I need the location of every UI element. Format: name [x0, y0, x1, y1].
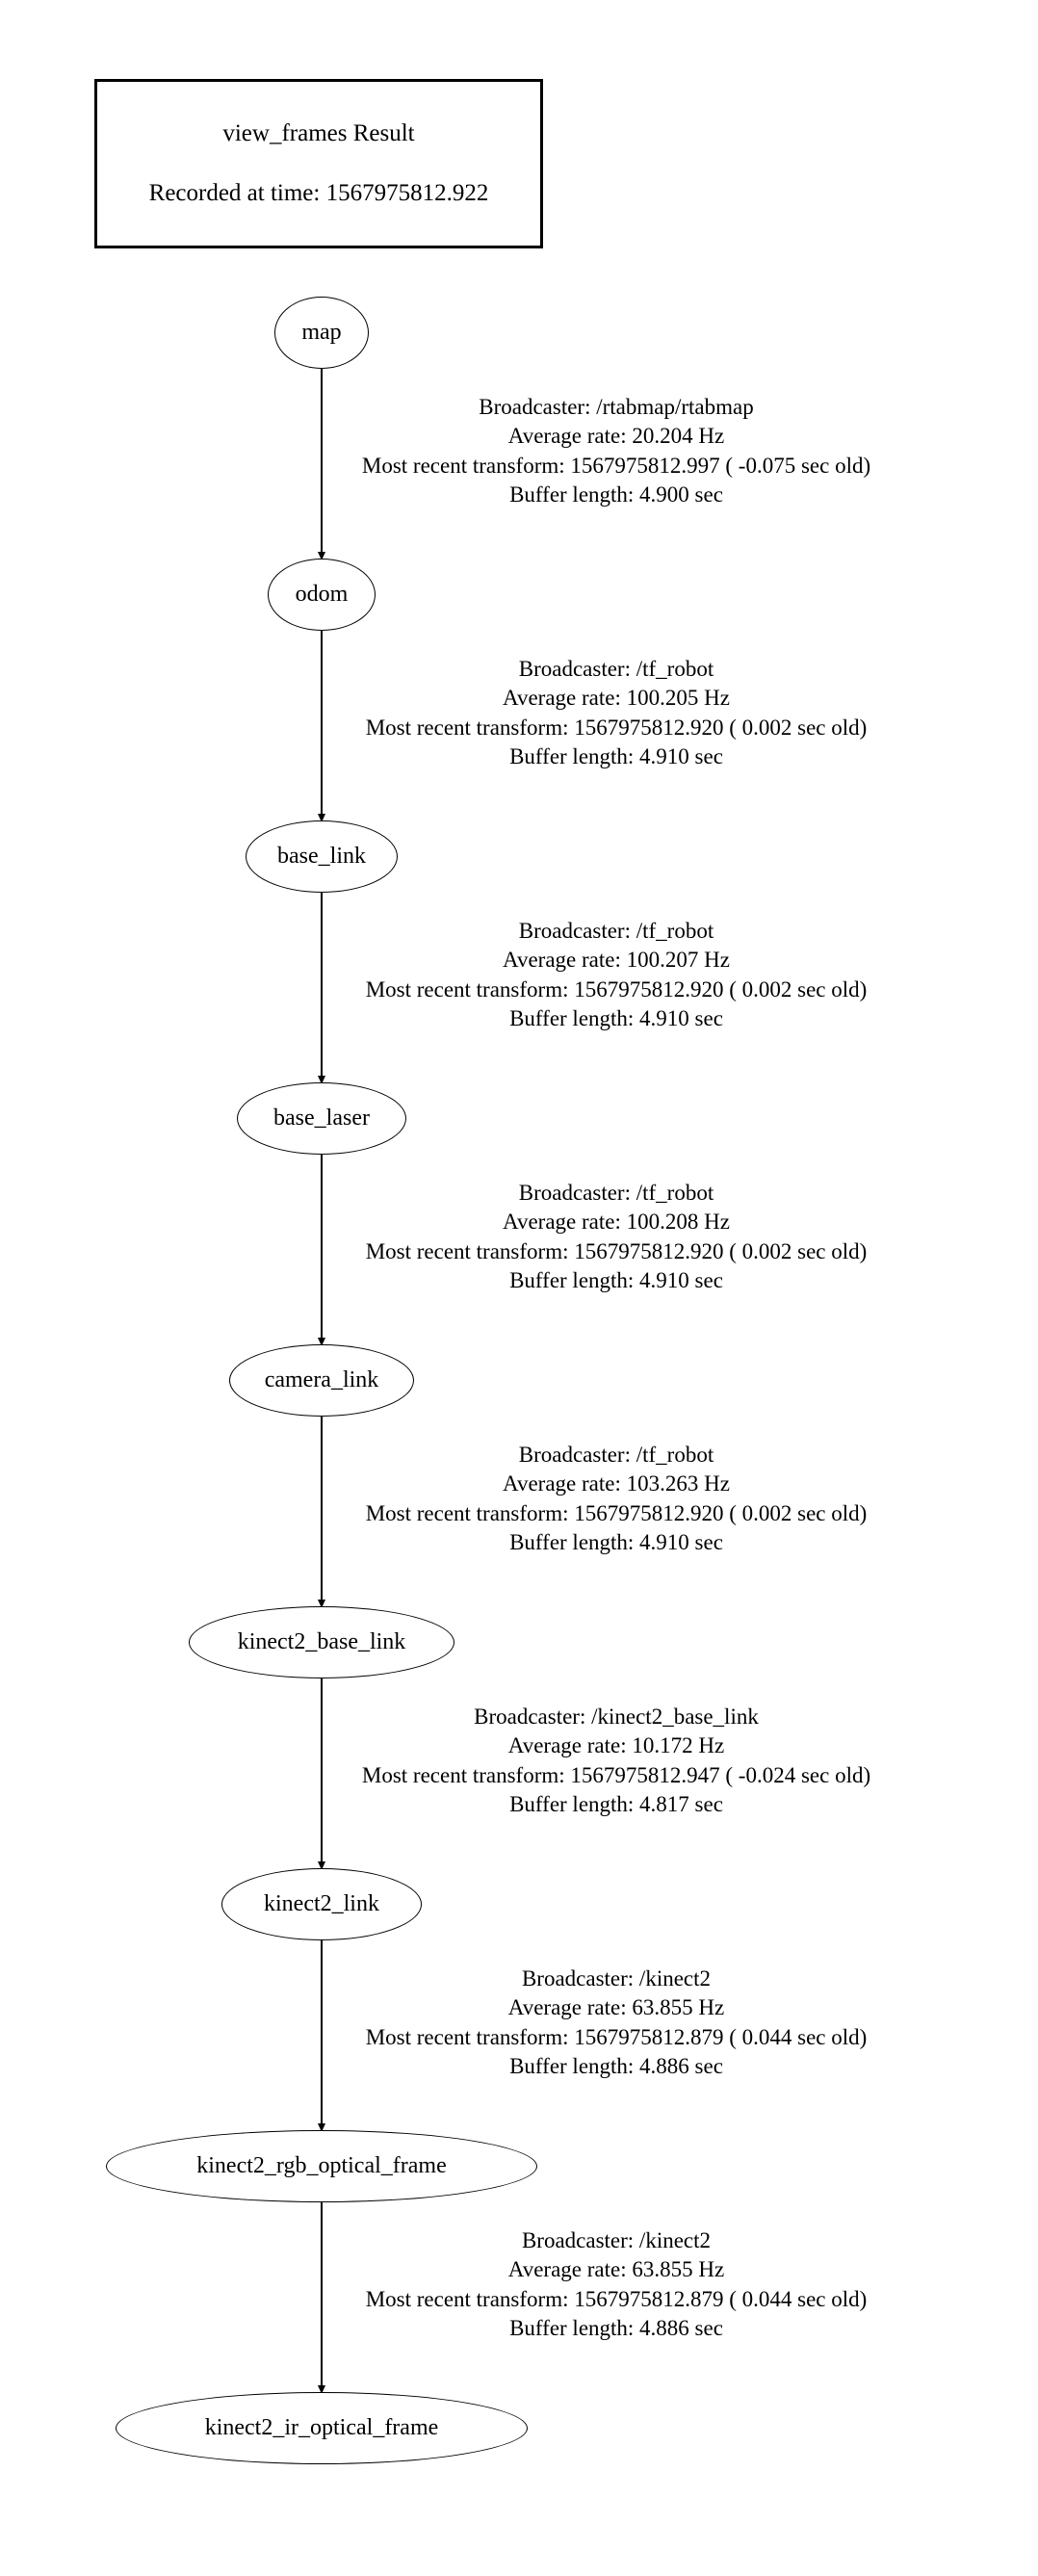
edge-rate: Average rate: 100.207 Hz — [503, 948, 730, 973]
edge-buffer-length: Buffer length: 4.886 sec — [509, 2316, 723, 2341]
edge-rate: Average rate: 63.855 Hz — [507, 2257, 725, 2282]
edge-recent-transform: Most recent transform: 1567975812.920 ( 0.002 sec old) — [365, 976, 868, 1002]
edge-label-kinect2_link-kinect2_rgb_optical_frame — [366, 1965, 868, 2081]
edge-label-map-odom — [362, 393, 870, 509]
node-label: base_laser — [273, 1106, 370, 1131]
edge-broadcaster: Broadcaster: /tf_robot — [518, 657, 714, 681]
edge-buffer-length: Buffer length: 4.910 sec — [509, 1530, 723, 1555]
node-label: kinect2_rgb_optical_frame — [196, 2153, 447, 2178]
edge-broadcaster: Broadcaster: /tf_robot — [518, 1181, 714, 1205]
edge-label-base_laser-camera_link — [366, 1179, 868, 1295]
edge-buffer-length: Buffer length: 4.886 sec — [509, 2054, 723, 2079]
edge-label-kinect2_base_link-kinect2_link — [362, 1703, 870, 1819]
edge-recent-transform: Most recent transform: 1567975812.920 ( 0.002 sec old) — [365, 715, 868, 740]
edge-recent-transform: Most recent transform: 1567975812.879 ( 0.044 sec old) — [365, 2024, 868, 2049]
node-camera_link[interactable] — [229, 1344, 414, 1417]
edge-rate: Average rate: 20.204 Hz — [507, 424, 725, 449]
edge-broadcaster: Broadcaster: /kinect2 — [521, 1966, 712, 1991]
edge-broadcaster: Broadcaster: /tf_robot — [518, 919, 714, 943]
edge-buffer-length: Buffer length: 4.910 sec — [509, 744, 723, 769]
edge-broadcaster: Broadcaster: /kinect2 — [521, 2228, 712, 2252]
node-label: map — [301, 320, 342, 345]
header-title: view_frames Result — [222, 120, 415, 146]
view-frames-result-box — [94, 79, 543, 248]
edge-buffer-length: Buffer length: 4.910 sec — [509, 1268, 723, 1293]
node-label: base_link — [277, 844, 366, 869]
node-label: kinect2_link — [264, 1891, 379, 1916]
edge-label-kinect2_rgb_optical_frame-kinect2_ir_optical_frame — [366, 2226, 868, 2343]
edge-recent-transform: Most recent transform: 1567975812.920 ( 0.002 sec old) — [365, 1500, 868, 1525]
node-label: odom — [295, 582, 349, 607]
edge-broadcaster: Broadcaster: /kinect2_base_link — [474, 1704, 759, 1729]
node-label: kinect2_base_link — [237, 1629, 406, 1654]
edge-rate: Average rate: 103.263 Hz — [503, 1471, 730, 1496]
edge-buffer-length: Buffer length: 4.900 sec — [509, 482, 723, 507]
edge-rate: Average rate: 100.205 Hz — [503, 686, 730, 711]
node-label: camera_link — [264, 1367, 379, 1392]
edge-buffer-length: Buffer length: 4.817 sec — [509, 1792, 723, 1817]
edge-label-odom-base_link — [366, 655, 868, 771]
edge-broadcaster: Broadcaster: /rtabmap/rtabmap — [479, 395, 754, 419]
node-kinect2_link[interactable] — [221, 1868, 422, 1940]
node-base_link[interactable] — [246, 820, 398, 893]
node-kinect2_base_link[interactable] — [189, 1606, 454, 1678]
edge-broadcaster: Broadcaster: /tf_robot — [518, 1443, 714, 1467]
node-label: kinect2_ir_optical_frame — [204, 2415, 439, 2440]
node-kinect2_ir_optical_frame[interactable] — [116, 2392, 528, 2464]
edge-recent-transform: Most recent transform: 1567975812.879 ( 0.044 sec old) — [365, 2286, 868, 2311]
edge-rate: Average rate: 10.172 Hz — [507, 1733, 725, 1758]
node-base_laser[interactable] — [237, 1082, 406, 1155]
node-kinect2_rgb_optical_frame[interactable] — [106, 2130, 537, 2202]
edge-recent-transform: Most recent transform: 1567975812.920 ( 0.002 sec old) — [365, 1238, 868, 1263]
edge-recent-transform: Most recent transform: 1567975812.997 ( -0.075 sec old) — [361, 453, 871, 478]
header-recorded-at: Recorded at time: 1567975812.922 — [148, 180, 489, 206]
node-map[interactable] — [274, 297, 369, 369]
edge-recent-transform: Most recent transform: 1567975812.947 ( -0.024 sec old) — [361, 1762, 871, 1787]
edge-label-camera_link-kinect2_base_link — [366, 1441, 868, 1557]
edge-rate: Average rate: 100.208 Hz — [503, 1210, 730, 1235]
node-odom[interactable] — [268, 559, 376, 631]
edge-rate: Average rate: 63.855 Hz — [507, 1995, 725, 2020]
edge-buffer-length: Buffer length: 4.910 sec — [509, 1006, 723, 1031]
edge-label-base_link-base_laser — [366, 917, 868, 1033]
